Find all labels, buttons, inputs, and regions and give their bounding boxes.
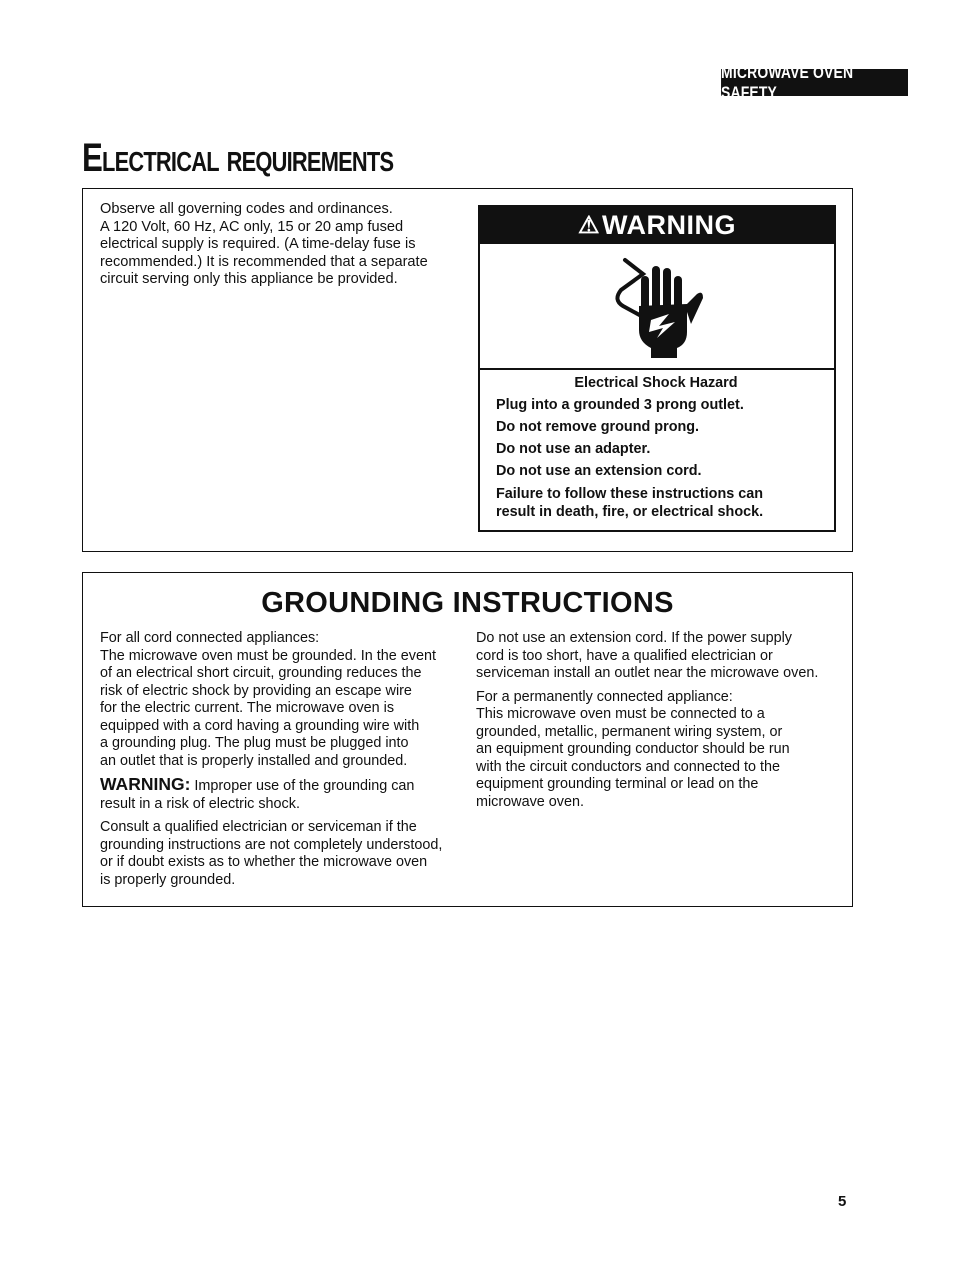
text-line: risk of electric shock by providing an escape wire [100, 682, 412, 699]
text-line: with the circuit conductors and connected to the [476, 758, 780, 775]
req-line: recommended.) It is recommended that a separate [100, 253, 428, 270]
grounding-paragraph [476, 689, 848, 812]
warning-label: WARNING: [100, 774, 191, 794]
electrical-requirements-text [100, 201, 460, 289]
text-line: Consult a qualified electrician or serviceman if the [100, 819, 417, 835]
text-line: The microwave oven must be grounded. In the event [100, 647, 436, 664]
req-line: circuit serving only this appliance be provided. [100, 271, 398, 288]
text-line: grounding instructions are not completely understood, [100, 836, 443, 853]
hazard-title: Electrical Shock Hazard [574, 375, 738, 391]
page-title-initial: E [82, 136, 103, 180]
grounding-title: GROUNDING INSTRUCTIONS [261, 587, 674, 619]
section-header-bar [721, 62, 908, 102]
warning-banner [480, 207, 834, 244]
section-label: MICROWAVE OVEN SAFETY [721, 62, 854, 102]
warning-consequence [496, 485, 816, 521]
text-line: result in a risk of electric shock. [100, 795, 300, 812]
grounding-left-column [100, 630, 465, 895]
grounding-paragraph [100, 630, 465, 770]
consequence-line: result in death, fire, or electrical shock. [496, 504, 764, 520]
req-line: Observe all governing codes and ordinances. [100, 201, 393, 217]
text-line: This microwave oven must be connected to a [476, 706, 765, 722]
req-line: A 120 Volt, 60 Hz, AC only, 15 or 20 amp fused [100, 218, 404, 235]
warning-instruction: Plug into a grounded 3 prong outlet. [496, 397, 744, 413]
warning-instructions [496, 375, 816, 526]
req-line: electrical supply is required. (A time-delay fuse is [100, 236, 416, 253]
warning-instruction: Do not use an adapter. [496, 441, 651, 457]
page-title-rest: lectrical requirements [102, 136, 394, 180]
text-line: For a permanently connected appliance: [476, 688, 733, 705]
text-line: cord is too short, have a qualified electrician or [476, 647, 773, 664]
text-line: an outlet that is properly installed and grounded. [100, 752, 408, 769]
warning-triangle-icon: ⚠ [577, 212, 600, 239]
text-line: microwave oven. [476, 793, 584, 810]
warning-banner-label: WARNING [602, 210, 736, 240]
text-line: grounded, metallic, permanent wiring system, or [476, 723, 783, 740]
text-line: a grounding plug. The plug must be plugged into [100, 735, 409, 751]
page-title [82, 134, 393, 182]
text-line: an equipment grounding conductor should be run [476, 741, 790, 757]
grounding-paragraph [100, 819, 465, 889]
text-line: of an electrical short circuit, grounding reduces the [100, 665, 422, 681]
text-line: Do not use an extension cord. If the power supply [476, 630, 792, 646]
page-number: 5 [838, 1193, 847, 1210]
text-line: equipment grounding terminal or lead on the [476, 776, 759, 792]
warning-box [478, 205, 836, 532]
text-line: For all cord connected appliances: [100, 630, 320, 646]
text-line: for the electric current. The microwave oven is [100, 700, 395, 716]
text-line: equipped with a cord having a grounding wire with [100, 717, 420, 734]
text-line: is properly grounded. [100, 871, 236, 888]
grounding-right-column [476, 630, 848, 817]
text-line: serviceman install an outlet near the microwave oven. [476, 665, 819, 681]
grounding-paragraph [476, 630, 848, 683]
warning-instruction: Do not use an extension cord. [496, 463, 702, 479]
grounding-warning-paragraph [100, 776, 465, 813]
warning-icon-area [480, 244, 834, 370]
text-line: or if doubt exists as to whether the microwave oven [100, 854, 428, 870]
electrical-shock-hand-icon [607, 254, 707, 358]
consequence-line: Failure to follow these instructions can [496, 486, 764, 502]
warning-instruction: Do not remove ground prong. [496, 419, 700, 435]
text-line: Improper use of the grounding can [190, 778, 415, 794]
